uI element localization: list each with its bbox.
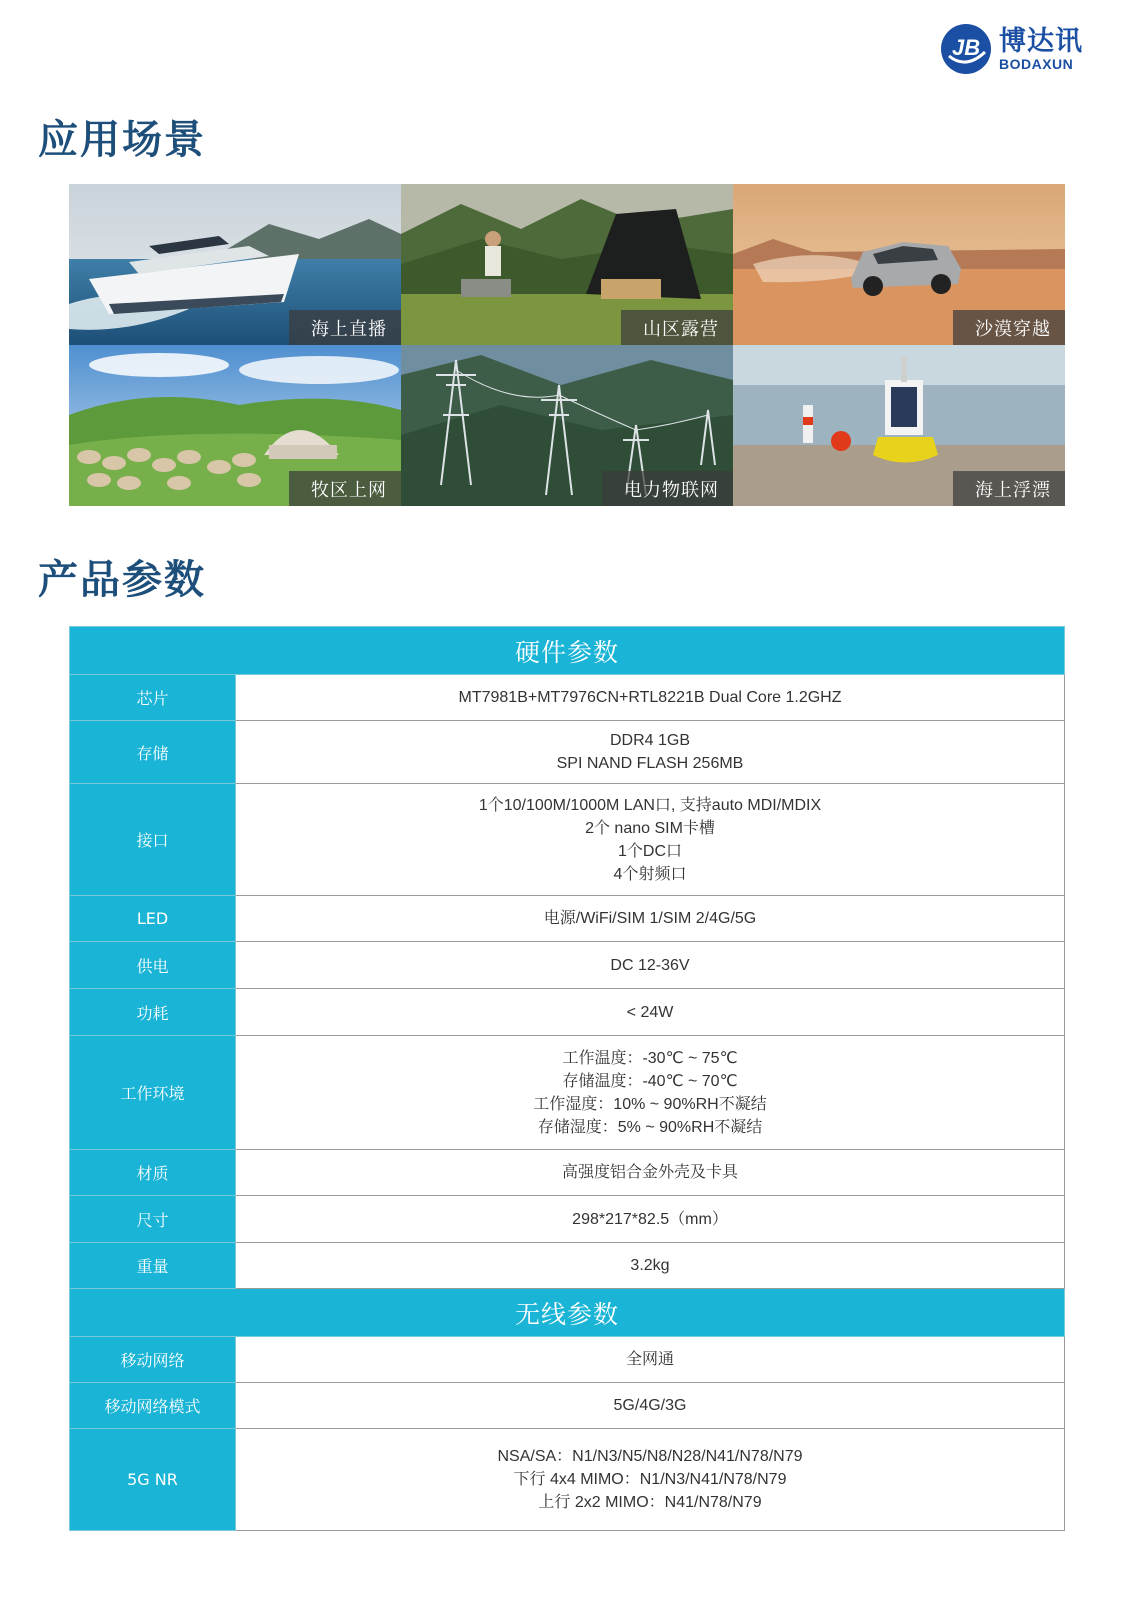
scene-label: 山区露营	[621, 310, 733, 345]
param-value-line: MT7981B+MT7976CN+RTL8221B Dual Core 1.2GHZ	[458, 689, 842, 706]
param-value	[236, 784, 1065, 896]
param-value-line: 下行 4x4 MIMO：N1/N3/N41/N78/N79	[513, 1471, 787, 1488]
scene-card	[401, 184, 733, 345]
param-value	[236, 721, 1065, 784]
brand-name-en: BODAXUN	[999, 55, 1074, 72]
table-row	[70, 1196, 1065, 1243]
scene-label: 电力物联网	[602, 471, 733, 506]
scene-label: 海上直播	[289, 310, 401, 345]
table-row	[70, 1036, 1065, 1150]
params-table	[69, 626, 1065, 1531]
param-key: 接口	[70, 784, 236, 896]
table-row	[70, 1337, 1065, 1383]
table-row	[70, 1383, 1065, 1429]
param-value	[236, 1429, 1065, 1531]
param-value-line: 298*217*82.5（mm）	[572, 1210, 728, 1228]
scene-card	[733, 345, 1065, 506]
scene-label: 海上浮漂	[953, 471, 1065, 506]
param-key: 供电	[70, 942, 236, 989]
param-value	[236, 1150, 1065, 1196]
table-row	[70, 1429, 1065, 1531]
param-value-line: < 24W	[626, 1003, 674, 1021]
param-key: LED	[70, 896, 236, 942]
param-value	[236, 1337, 1065, 1383]
param-value-line: 1个10/100M/1000M LAN口, 支持auto MDI/MDIX	[478, 796, 822, 814]
wireless-header-row	[70, 1289, 1065, 1337]
param-value	[236, 1196, 1065, 1243]
params-section-title: 产品参数	[38, 557, 206, 603]
brand-name-cn: 博达讯	[999, 25, 1083, 57]
param-value-line: 4个射频口	[613, 865, 687, 883]
param-key: 重量	[70, 1243, 236, 1289]
scene-card	[69, 345, 401, 506]
bodaxun-logo-icon	[939, 22, 993, 76]
param-value-line: 工作温度：-30℃ ~ 75℃	[562, 1049, 738, 1067]
table-row	[70, 1243, 1065, 1289]
param-value-line: DDR4 1GB	[609, 732, 691, 749]
scenes-section-title: 应用场景	[38, 117, 206, 163]
hardware-header: 硬件参数	[70, 627, 1065, 675]
param-value	[236, 1383, 1065, 1429]
param-value-line: 2个 nano SIM卡槽	[585, 819, 715, 837]
param-key: 功耗	[70, 989, 236, 1036]
param-value	[236, 942, 1065, 989]
hardware-header-row	[70, 627, 1065, 675]
param-key: 材质	[70, 1150, 236, 1196]
param-value-line: 工作湿度：10% ~ 90%RH不凝结	[533, 1095, 767, 1113]
wireless-header: 无线参数	[70, 1289, 1065, 1337]
param-value-line: 存储湿度：5% ~ 90%RH不凝结	[537, 1118, 763, 1136]
table-row	[70, 784, 1065, 896]
param-value-line: SPI NAND FLASH 256MB	[556, 755, 744, 772]
param-value-line: 上行 2x2 MIMO：N41/N78/N79	[538, 1494, 762, 1511]
param-value-line: 全网通	[625, 1351, 674, 1368]
brand-logo	[939, 22, 1083, 76]
param-value	[236, 675, 1065, 721]
scene-card	[69, 184, 401, 345]
param-value-line: 5G/4G/3G	[613, 1397, 687, 1414]
table-row	[70, 1150, 1065, 1196]
table-row	[70, 942, 1065, 989]
table-row	[70, 721, 1065, 784]
table-row	[70, 989, 1065, 1036]
svg-text:JB: JB	[952, 35, 981, 60]
param-value-line: DC 12-36V	[610, 956, 690, 974]
param-key: 5G NR	[70, 1429, 236, 1531]
scene-label: 牧区上网	[289, 471, 401, 506]
scene-card	[401, 345, 733, 506]
param-value-line: 电源/WiFi/SIM 1/SIM 2/4G/5G	[543, 910, 757, 927]
param-key: 尺寸	[70, 1196, 236, 1243]
param-key: 移动网络	[70, 1337, 236, 1383]
param-value-line: 存储温度：-40℃ ~ 70℃	[562, 1072, 738, 1090]
table-row	[70, 896, 1065, 942]
scene-card	[733, 184, 1065, 345]
table-row	[70, 675, 1065, 721]
param-value	[236, 989, 1065, 1036]
param-key: 芯片	[70, 675, 236, 721]
param-value-line: NSA/SA：N1/N3/N5/N8/N28/N41/N78/N79	[497, 1448, 803, 1465]
param-value-line: 1个DC口	[617, 842, 682, 860]
scenes-grid	[69, 184, 1065, 506]
param-value	[236, 1036, 1065, 1150]
param-value	[236, 1243, 1065, 1289]
param-value	[236, 896, 1065, 942]
param-value-line: 高强度铝合金外壳及卡具	[561, 1164, 738, 1181]
param-key: 移动网络模式	[70, 1383, 236, 1429]
param-key: 存储	[70, 721, 236, 784]
param-value-line: 3.2kg	[630, 1257, 670, 1274]
scene-label: 沙漠穿越	[953, 310, 1065, 345]
param-key: 工作环境	[70, 1036, 236, 1150]
